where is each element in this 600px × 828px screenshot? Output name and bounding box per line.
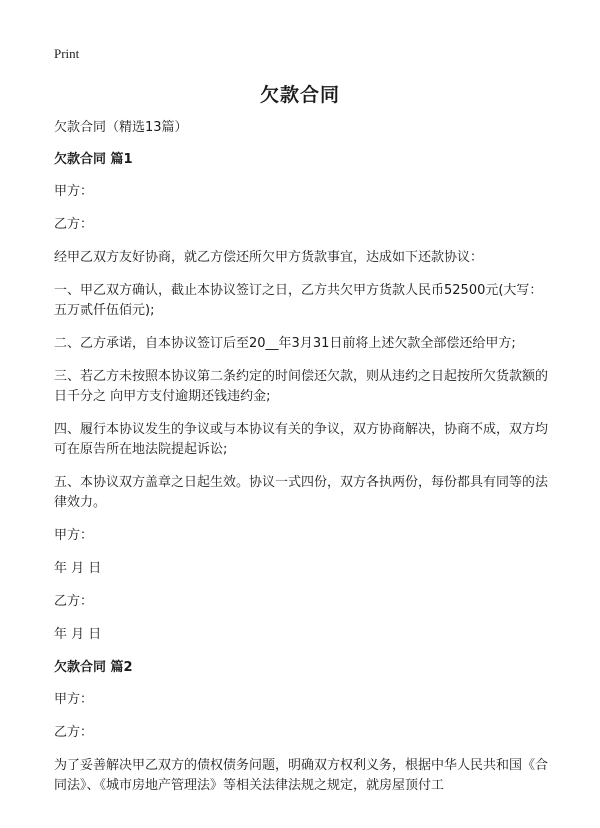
party-b-line: 乙方： [54, 217, 94, 232]
signature-party-b: 乙方： [54, 594, 94, 609]
clause-5: 五、本协议双方盖章之日起生效。协议一式四份，双方各执两份，每份都具有同等的法律效力。 [54, 475, 549, 510]
document-subtitle: 欠款合同（精选13篇） [54, 120, 188, 135]
section-2-intro: 为了妥善解决甲乙双方的债权债务问题，明确双方权利义务，根据中华人民共和国《合同法》、《城市房地产管理法》等相关法律法规之规定，就房屋顶付工 [54, 758, 549, 793]
clause-2: 二、乙方承诺，自本协议签订后至20__年3月31日前将上述欠款全部偿还给甲方; [54, 336, 516, 351]
section-1-heading: 欠款合同 篇1 [54, 152, 133, 167]
clause-1: 一、甲乙双方确认，截止本协议签订之日，乙方共欠甲方货款人民币52500元(大写：五万贰仟伍佰元); [54, 283, 543, 318]
party-a-line: 甲方： [54, 184, 94, 199]
signature-date-a: 年 月 日 [54, 561, 102, 576]
document-title: 欠款合同 [259, 84, 340, 106]
print-link[interactable]: Print [54, 46, 80, 61]
agreement-intro: 经甲乙双方友好协商，就乙方偿还所欠甲方货款事宜，达成如下还款协议： [54, 250, 484, 265]
party-b-line-2: 乙方： [54, 725, 94, 740]
document-body [54, 118, 554, 809]
party-a-line-2: 甲方： [54, 692, 94, 707]
signature-date-b: 年 月 日 [54, 627, 102, 642]
clause-4: 四、履行本协议发生的争议或与本协议有关的争议，双方协商解决，协商不成，双方均可在原告所在地法院提起诉讼; [54, 422, 549, 457]
section-2-heading: 欠款合同 篇2 [54, 660, 133, 675]
signature-party-a: 甲方： [54, 528, 94, 543]
clause-3: 三、若乙方未按照本协议第二条约定的时间偿还欠款，则从违约之日起按所欠货款额的日千分之 向甲方支付逾期还钱违约金; [54, 369, 549, 404]
